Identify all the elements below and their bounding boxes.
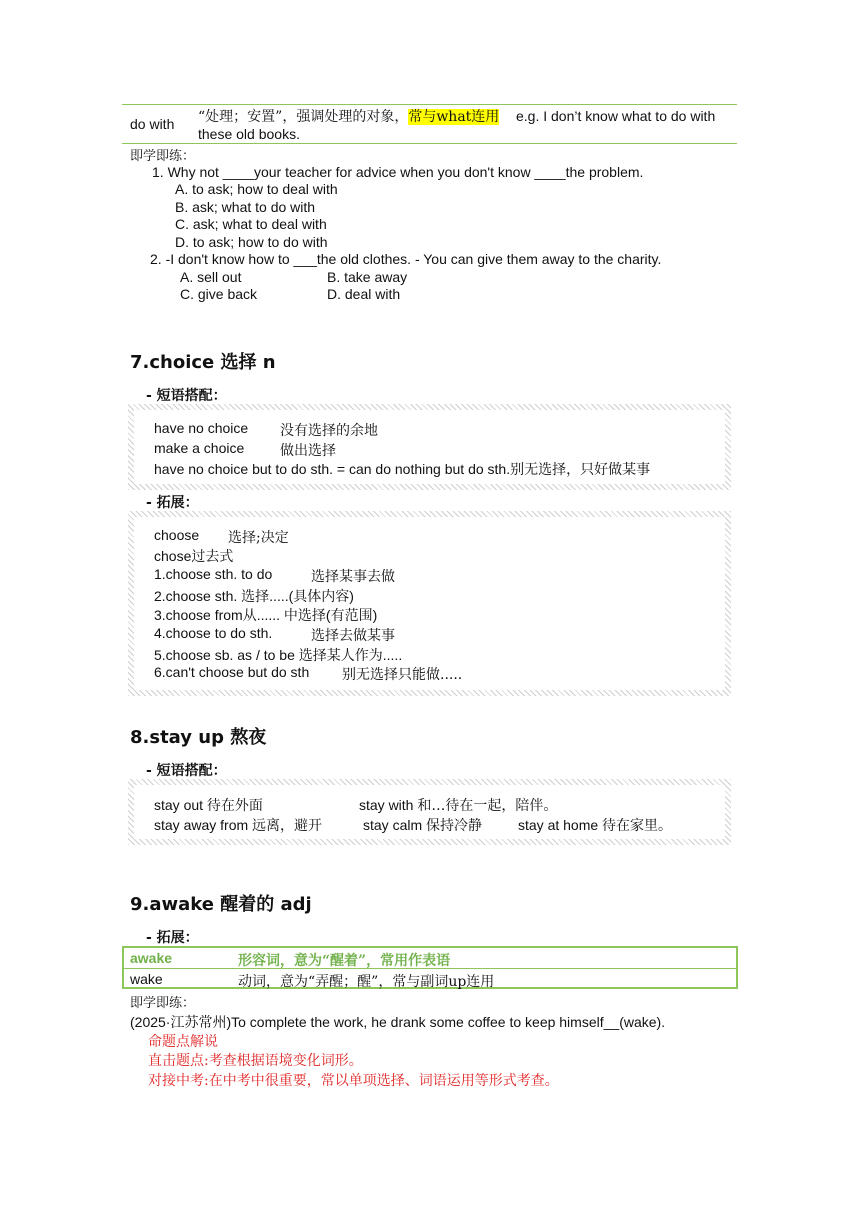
q1-option-c: C. ask; what to deal with (175, 216, 327, 232)
q2-option-a: A. sell out (180, 269, 242, 285)
highlight-note: 常与what连用 (408, 109, 500, 125)
phrase-row: have no choice but to do sth. = can do nothing but do sth.别无选择，只好做某事 (154, 461, 651, 478)
ext-row: 3.choose from从...... 中选择(有范围) (154, 607, 378, 623)
do-with-term: do with (130, 116, 175, 132)
ext-row: 1.choose sth. to do 选择某事去做 (154, 566, 395, 585)
stayup-phrases-label: - 短语搭配： (146, 763, 227, 779)
choice-phrases-label: - 短语搭配： (146, 388, 227, 404)
do-with-meaning: “处理；安置”，强调处理的对象，常与what连用 (198, 109, 500, 125)
phrase-row: stay out 待在外面 (154, 797, 263, 814)
question-2: 2. -I don't know how to ___the old clothes. - You can give them away to the charity. (150, 251, 662, 267)
practice-label: 即学即练： (130, 149, 196, 164)
choice-ext-box (128, 511, 731, 696)
do-with-example: e.g. I don’t know what to do with (516, 108, 716, 124)
wake-word: wake (130, 971, 163, 987)
ext-row: 5.choose sb. as / to be 选择某人作为..... (154, 647, 403, 663)
awake-ext-label: - 拓展： (146, 930, 199, 946)
choice-phrases-box (128, 404, 731, 490)
section-title-choice: 7.choice 选择 n (130, 352, 276, 373)
awake-table (122, 946, 738, 989)
phrase-row: stay away from 远离，避开 (154, 817, 323, 834)
ext-row: 2.choose sth. 选择.....(具体内容) (154, 588, 354, 604)
choice-ext-label: - 拓展： (146, 495, 199, 511)
analysis-exam: 对接中考:在中考中很重要，常以单项选择、词语运用等形式考查。 (148, 1073, 559, 1089)
ext-row: 4.choose to do sth. 选择去做某事 (154, 625, 395, 644)
awake-practice-label: 即学即练： (130, 996, 196, 1011)
phrase-row: have no choice 没有选择的余地 (154, 420, 378, 439)
phrase-row: stay calm 保持冷静 (363, 817, 483, 834)
ext-row: choose 选择;决定 (154, 527, 289, 546)
do-with-example-cont: these old books. (198, 126, 300, 142)
q1-option-b: B. ask; what to do with (175, 199, 316, 215)
analysis-title: 命题点解说 (148, 1034, 218, 1050)
q2-option-d: D. deal with (327, 286, 401, 302)
q2-option-b: B. take away (327, 269, 408, 285)
wake-desc: 动词，意为“弄醒；醒”，常与副词up连用 (238, 974, 495, 990)
analysis-point: 直击题点:考查根据语境变化词形。 (148, 1053, 363, 1069)
phrase-row: stay with 和…待在一起，陪伴。 (359, 797, 558, 814)
question-1: 1. Why not ____your teacher for advice when you don't know ____the problem. (152, 164, 644, 180)
section-title-awake: 9.awake 醒着的 adj (130, 894, 312, 915)
q2-option-c: C. give back (180, 286, 258, 302)
phrase-row: stay at home 待在家里。 (518, 817, 673, 834)
section-title-stayup: 8.stay up 熬夜 (130, 727, 267, 748)
ext-row: chose过去式 (154, 548, 234, 564)
stayup-box (128, 779, 731, 845)
q1-option-d: D. to ask; how to do with (175, 234, 328, 250)
awake-row: awake 形容词，意为“醒着”，常用作表语 (124, 948, 736, 969)
phrase-row: make a choice 做出选择 (154, 440, 336, 459)
q1-option-a: A. to ask; how to deal with (175, 181, 338, 197)
ext-row: 6.can't choose but do sth 别无选择只能做..... (154, 664, 463, 683)
awake-question: (2025·江苏常州)To complete the work, he drank some coffee to keep himself__(wake). (130, 1014, 666, 1030)
